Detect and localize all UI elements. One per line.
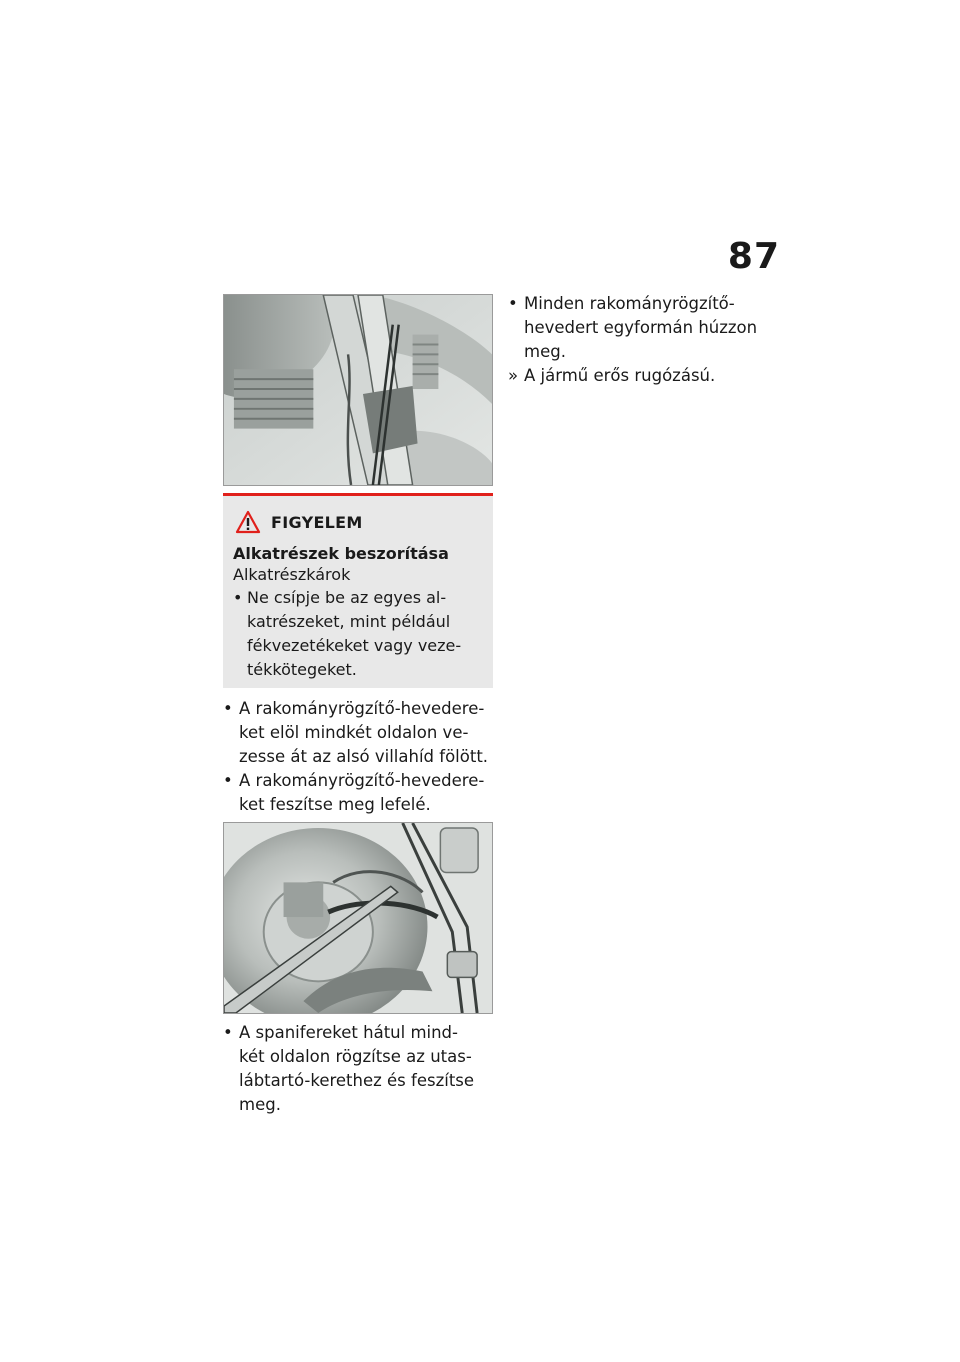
front-fork-strap-illustration — [223, 294, 493, 486]
list-item — [223, 769, 498, 817]
warning-header — [235, 510, 475, 534]
warning-title: FIGYELEM — [271, 512, 363, 532]
list-item-text: A rakományrögzítő-hevedere- ket feszítse meg lefelé. — [239, 771, 485, 814]
list-item — [508, 292, 768, 364]
bullet-marker: • — [223, 699, 233, 718]
list-item-text: A spanifereket hátul mind- két oldalon rögzítse az utas- lábtartó-kerethez és feszítse meg. — [239, 1023, 475, 1114]
warning-list — [233, 586, 475, 682]
bullet-marker: • — [508, 294, 518, 313]
list-item-text: Minden rakományrögzítő- hevedert egyformán húzzon meg. — [524, 294, 758, 361]
warning-subtitle: Alkatrészek beszorítása — [233, 544, 449, 563]
result-item-text: A jármű erős rugózású. — [524, 366, 716, 385]
page-number: 87 — [727, 236, 780, 277]
list-item — [223, 697, 498, 769]
bullet-marker: • — [223, 1023, 233, 1042]
result-item — [508, 364, 768, 388]
warning-text: Alkatrészkárok — [233, 565, 351, 584]
warning-triangle-icon — [235, 510, 261, 534]
instruction-list-3 — [508, 292, 768, 388]
warning-box — [223, 493, 493, 688]
instruction-list-1 — [223, 697, 498, 817]
list-item-text: A rakományrögzítő-hevedere- ket elöl mindkét oldalon ve- zesse át az alsó villahíd fölött. — [239, 699, 489, 766]
bullet-marker: • — [223, 771, 233, 790]
rear-wheel-strap-illustration — [223, 822, 493, 1014]
instruction-list-2 — [223, 1021, 498, 1117]
result-marker: » — [508, 366, 519, 385]
warning-list-item: • Ne csípje be az egyes al- katrészeket, mint például fékvezetékeket vagy veze- tékkötegeket. — [233, 586, 475, 682]
list-item — [223, 1021, 498, 1117]
